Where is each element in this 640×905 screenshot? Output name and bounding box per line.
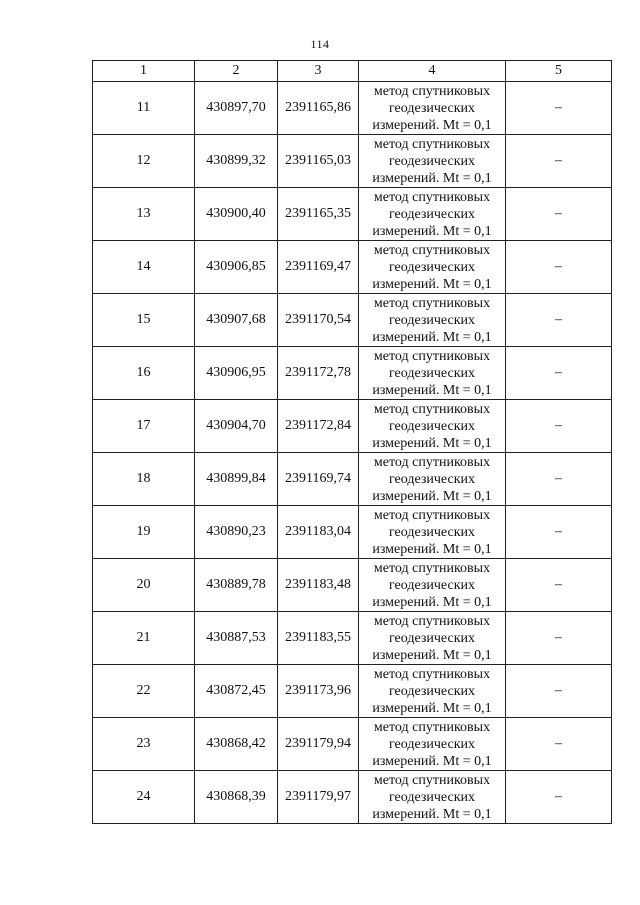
table-row <box>93 453 612 506</box>
method-line: метод спутниковых <box>373 83 491 99</box>
coordinate-x: 430887,53 <box>195 612 278 665</box>
method-description <box>359 559 506 612</box>
coordinate-y: 2391165,35 <box>278 188 359 241</box>
method-line: измерений. Mt = 0,1 <box>372 753 492 769</box>
method-line: метод спутниковых <box>373 772 491 788</box>
note-dash: – <box>506 82 612 135</box>
table-row <box>93 718 612 771</box>
method-line: геодезических <box>388 365 475 381</box>
method-description <box>359 82 506 135</box>
method-line: геодезических <box>388 153 475 169</box>
method-line: геодезических <box>388 630 475 646</box>
method-line: метод спутниковых <box>373 136 491 152</box>
method-line: измерений. Mt = 0,1 <box>372 329 492 345</box>
method-line: измерений. Mt = 0,1 <box>372 806 492 822</box>
note-dash: – <box>506 771 612 824</box>
coordinate-y: 2391170,54 <box>278 294 359 347</box>
header-col-1: 1 <box>93 61 195 82</box>
page-number: 114 <box>310 37 330 51</box>
method-line: измерений. Mt = 0,1 <box>372 223 492 239</box>
method-line: метод спутниковых <box>373 454 491 470</box>
coordinate-x: 430906,85 <box>195 241 278 294</box>
method-line: геодезических <box>388 418 475 434</box>
coordinate-x: 430868,42 <box>195 718 278 771</box>
note-dash: – <box>506 188 612 241</box>
method-description <box>359 347 506 400</box>
row-number: 23 <box>93 718 195 771</box>
method-line: измерений. Mt = 0,1 <box>372 541 492 557</box>
coordinate-x: 430899,84 <box>195 453 278 506</box>
note-dash: – <box>506 453 612 506</box>
note-dash: – <box>506 559 612 612</box>
table-row <box>93 82 612 135</box>
method-line: геодезических <box>388 100 475 116</box>
table-row <box>93 135 612 188</box>
coordinate-y: 2391179,97 <box>278 771 359 824</box>
coordinate-y: 2391172,78 <box>278 347 359 400</box>
method-line: измерений. Mt = 0,1 <box>372 700 492 716</box>
note-dash: – <box>506 294 612 347</box>
coordinate-y: 2391165,86 <box>278 82 359 135</box>
method-line: геодезических <box>388 259 475 275</box>
row-number: 17 <box>93 400 195 453</box>
row-number: 21 <box>93 612 195 665</box>
header-col-3: 3 <box>278 61 359 82</box>
method-description <box>359 771 506 824</box>
method-description <box>359 294 506 347</box>
method-line: геодезических <box>388 312 475 328</box>
coordinate-y: 2391172,84 <box>278 400 359 453</box>
table-row <box>93 188 612 241</box>
method-line: геодезических <box>388 206 475 222</box>
method-line: метод спутниковых <box>373 401 491 417</box>
coordinate-x: 430868,39 <box>195 771 278 824</box>
method-line: метод спутниковых <box>373 560 491 576</box>
method-line: метод спутниковых <box>373 295 491 311</box>
note-dash: – <box>506 718 612 771</box>
header-col-4: 4 <box>359 61 506 82</box>
row-number: 15 <box>93 294 195 347</box>
method-line: метод спутниковых <box>373 666 491 682</box>
method-line: метод спутниковых <box>373 189 491 205</box>
coordinate-x: 430904,70 <box>195 400 278 453</box>
coordinate-x: 430899,32 <box>195 135 278 188</box>
method-description <box>359 612 506 665</box>
coordinate-x: 430889,78 <box>195 559 278 612</box>
coordinate-y: 2391183,55 <box>278 612 359 665</box>
row-number: 18 <box>93 453 195 506</box>
coordinate-y: 2391165,03 <box>278 135 359 188</box>
method-line: метод спутниковых <box>373 719 491 735</box>
method-line: геодезических <box>388 577 475 593</box>
method-description <box>359 400 506 453</box>
method-description <box>359 665 506 718</box>
table-row <box>93 294 612 347</box>
coordinate-x: 430906,95 <box>195 347 278 400</box>
method-description <box>359 188 506 241</box>
table-body <box>93 82 612 824</box>
coordinate-x: 430890,23 <box>195 506 278 559</box>
method-line: метод спутниковых <box>373 242 491 258</box>
note-dash: – <box>506 135 612 188</box>
coordinate-x: 430897,70 <box>195 82 278 135</box>
coordinate-y: 2391173,96 <box>278 665 359 718</box>
table-row <box>93 612 612 665</box>
header-col-2: 2 <box>195 61 278 82</box>
note-dash: – <box>506 400 612 453</box>
coordinate-x: 430872,45 <box>195 665 278 718</box>
table-row <box>93 347 612 400</box>
method-line: геодезических <box>388 471 475 487</box>
coordinates-table <box>92 60 612 824</box>
row-number: 12 <box>93 135 195 188</box>
method-line: измерений. Mt = 0,1 <box>372 276 492 292</box>
method-line: измерений. Mt = 0,1 <box>372 435 492 451</box>
row-number: 19 <box>93 506 195 559</box>
table-row <box>93 559 612 612</box>
method-line: метод спутниковых <box>373 507 491 523</box>
method-line: измерений. Mt = 0,1 <box>372 170 492 186</box>
table-row <box>93 241 612 294</box>
row-number: 13 <box>93 188 195 241</box>
table-row <box>93 506 612 559</box>
row-number: 22 <box>93 665 195 718</box>
method-description <box>359 453 506 506</box>
coordinate-y: 2391183,04 <box>278 506 359 559</box>
method-line: геодезических <box>388 789 475 805</box>
note-dash: – <box>506 506 612 559</box>
coordinate-y: 2391169,74 <box>278 453 359 506</box>
row-number: 14 <box>93 241 195 294</box>
note-dash: – <box>506 665 612 718</box>
row-number: 11 <box>93 82 195 135</box>
method-line: измерений. Mt = 0,1 <box>372 594 492 610</box>
note-dash: – <box>506 241 612 294</box>
method-line: измерений. Mt = 0,1 <box>372 382 492 398</box>
coordinate-y: 2391169,47 <box>278 241 359 294</box>
table-row <box>93 400 612 453</box>
method-description <box>359 241 506 294</box>
method-line: измерений. Mt = 0,1 <box>372 647 492 663</box>
method-line: измерений. Mt = 0,1 <box>372 488 492 504</box>
method-line: геодезических <box>388 683 475 699</box>
header-col-5: 5 <box>506 61 612 82</box>
method-description <box>359 506 506 559</box>
method-line: геодезических <box>388 524 475 540</box>
table-header-row <box>93 61 612 82</box>
note-dash: – <box>506 612 612 665</box>
coordinate-y: 2391179,94 <box>278 718 359 771</box>
table-row <box>93 771 612 824</box>
row-number: 24 <box>93 771 195 824</box>
method-line: измерений. Mt = 0,1 <box>372 117 492 133</box>
row-number: 20 <box>93 559 195 612</box>
table-row <box>93 665 612 718</box>
method-line: геодезических <box>388 736 475 752</box>
note-dash: – <box>506 347 612 400</box>
method-line: метод спутниковых <box>373 613 491 629</box>
coordinate-x: 430907,68 <box>195 294 278 347</box>
method-description <box>359 718 506 771</box>
method-line: метод спутниковых <box>373 348 491 364</box>
coordinate-x: 430900,40 <box>195 188 278 241</box>
row-number: 16 <box>93 347 195 400</box>
coordinate-y: 2391183,48 <box>278 559 359 612</box>
method-description <box>359 135 506 188</box>
